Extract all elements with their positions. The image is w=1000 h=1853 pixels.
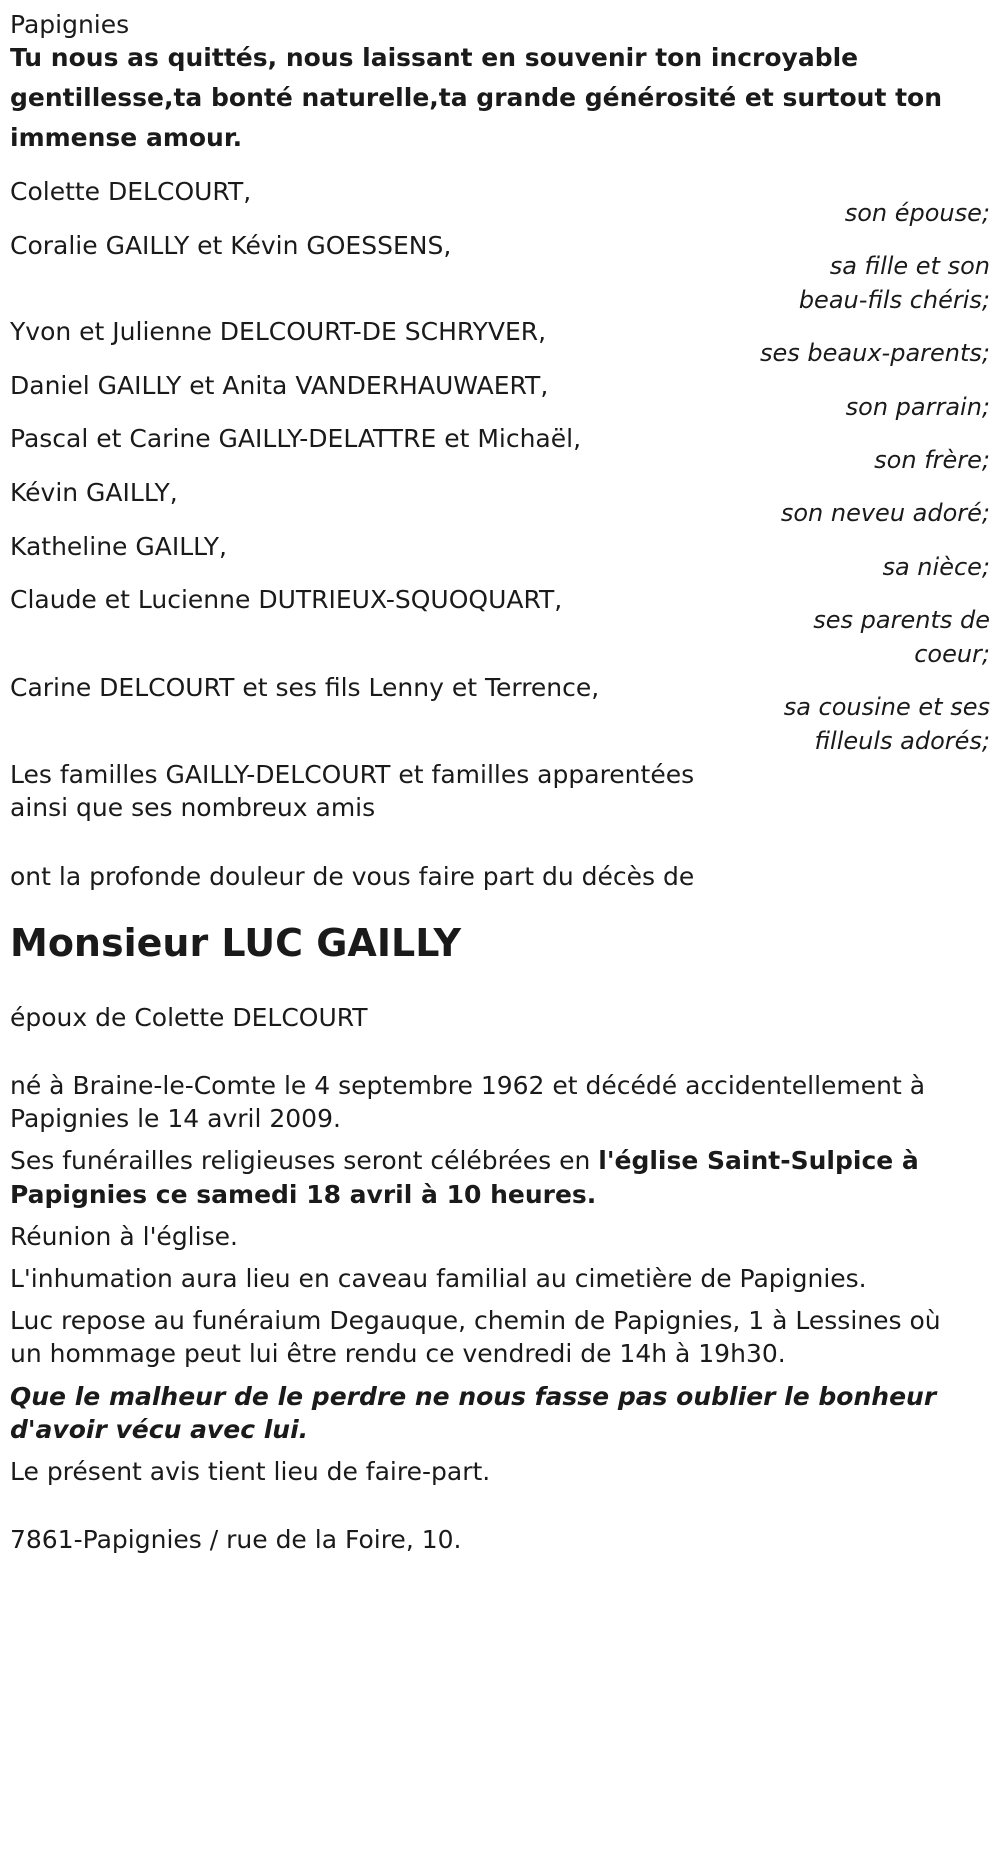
viewing-line: Luc repose au funéraium Degauque, chemin de Papignies, 1 à Lessines où	[10, 1306, 941, 1335]
relative-name: Yvon et Julienne DELCOURT-DE SCHRYVER,	[10, 317, 547, 346]
relative-name: Claude et Lucienne DUTRIEUX-SQUOQUART,	[10, 585, 563, 614]
announcement: ont la profonde douleur de vous faire part du décès de	[10, 862, 695, 891]
families-line: Les familles GAILLY-DELCOURT et familles apparentées	[10, 760, 695, 789]
relative-name: Carine DELCOURT et ses fils Lenny et Terrence,	[10, 673, 600, 702]
funeral-prefix: Ses funérailles religieuses seront célébrées en	[10, 1146, 599, 1175]
relatives-list	[10, 172, 990, 212]
families-line: ainsi que ses nombreux amis	[10, 793, 376, 822]
intro-text: Tu nous as quittés, nous laissant en souvenir ton incroyable gentillesse,ta bonté naturelle,ta grande générosité et surtout ton immense amour.	[10, 43, 943, 152]
birth-death-line: Papignies le 14 avril 2009.	[10, 1104, 341, 1133]
relative-role: filleuls adorés;	[814, 727, 990, 755]
relative-role: son parrain;	[845, 393, 990, 421]
relative-role: son épouse;	[844, 199, 990, 227]
quote-line: Que le malheur de le perdre ne nous fasse pas oublier le bonheur	[10, 1382, 937, 1411]
reunion-line: Réunion à l'église.	[10, 1222, 238, 1251]
funeral-datetime: Papignies ce samedi 18 avril à 10 heures.	[10, 1180, 597, 1209]
deceased-name: Monsieur LUC GAILLY	[10, 921, 462, 965]
relative-role: sa cousine et ses	[783, 693, 990, 721]
quote-line: d'avoir vécu avec lui.	[10, 1415, 309, 1444]
burial-line: L'inhumation aura lieu en caveau familial au cimetière de Papignies.	[10, 1264, 867, 1293]
relative-role: ses beaux-parents;	[760, 339, 990, 367]
relative-name: Daniel GAILLY et Anita VANDERHAUWAERT,	[10, 371, 549, 400]
relative-role: ses parents de	[813, 606, 990, 634]
relative-name: Kévin GAILLY,	[10, 478, 178, 507]
viewing-line: un hommage peut lui être rendu ce vendredi de 14h à 19h30.	[10, 1339, 786, 1368]
relative-name: Colette DELCOURT,	[10, 177, 252, 206]
relative-role: beau-fils chéris;	[798, 286, 990, 314]
funeral-church: l'église Saint-Sulpice à	[598, 1146, 919, 1175]
relative-name: Coralie GAILLY et Kévin GOESSENS,	[10, 231, 452, 260]
relative-name: Pascal et Carine GAILLY-DELATTRE et Michaël,	[10, 424, 582, 453]
birth-death-line: né à Braine-le-Comte le 4 septembre 1962 et décédé accidentellement à	[10, 1071, 926, 1100]
relative-role: coeur;	[914, 640, 990, 668]
place-header: Papignies	[10, 10, 130, 39]
relative-role: son neveu adoré;	[780, 499, 990, 527]
notice-line: Le présent avis tient lieu de faire-part.	[10, 1457, 491, 1486]
relative-name: Katheline GAILLY,	[10, 532, 227, 561]
relative-role: son frère;	[874, 446, 990, 474]
spouse-line: époux de Colette DELCOURT	[10, 1003, 368, 1032]
address-line: 7861-Papignies / rue de la Foire, 10.	[10, 1525, 462, 1554]
relative-role: sa nièce;	[882, 553, 990, 581]
relative-role: sa fille et son	[829, 252, 990, 280]
